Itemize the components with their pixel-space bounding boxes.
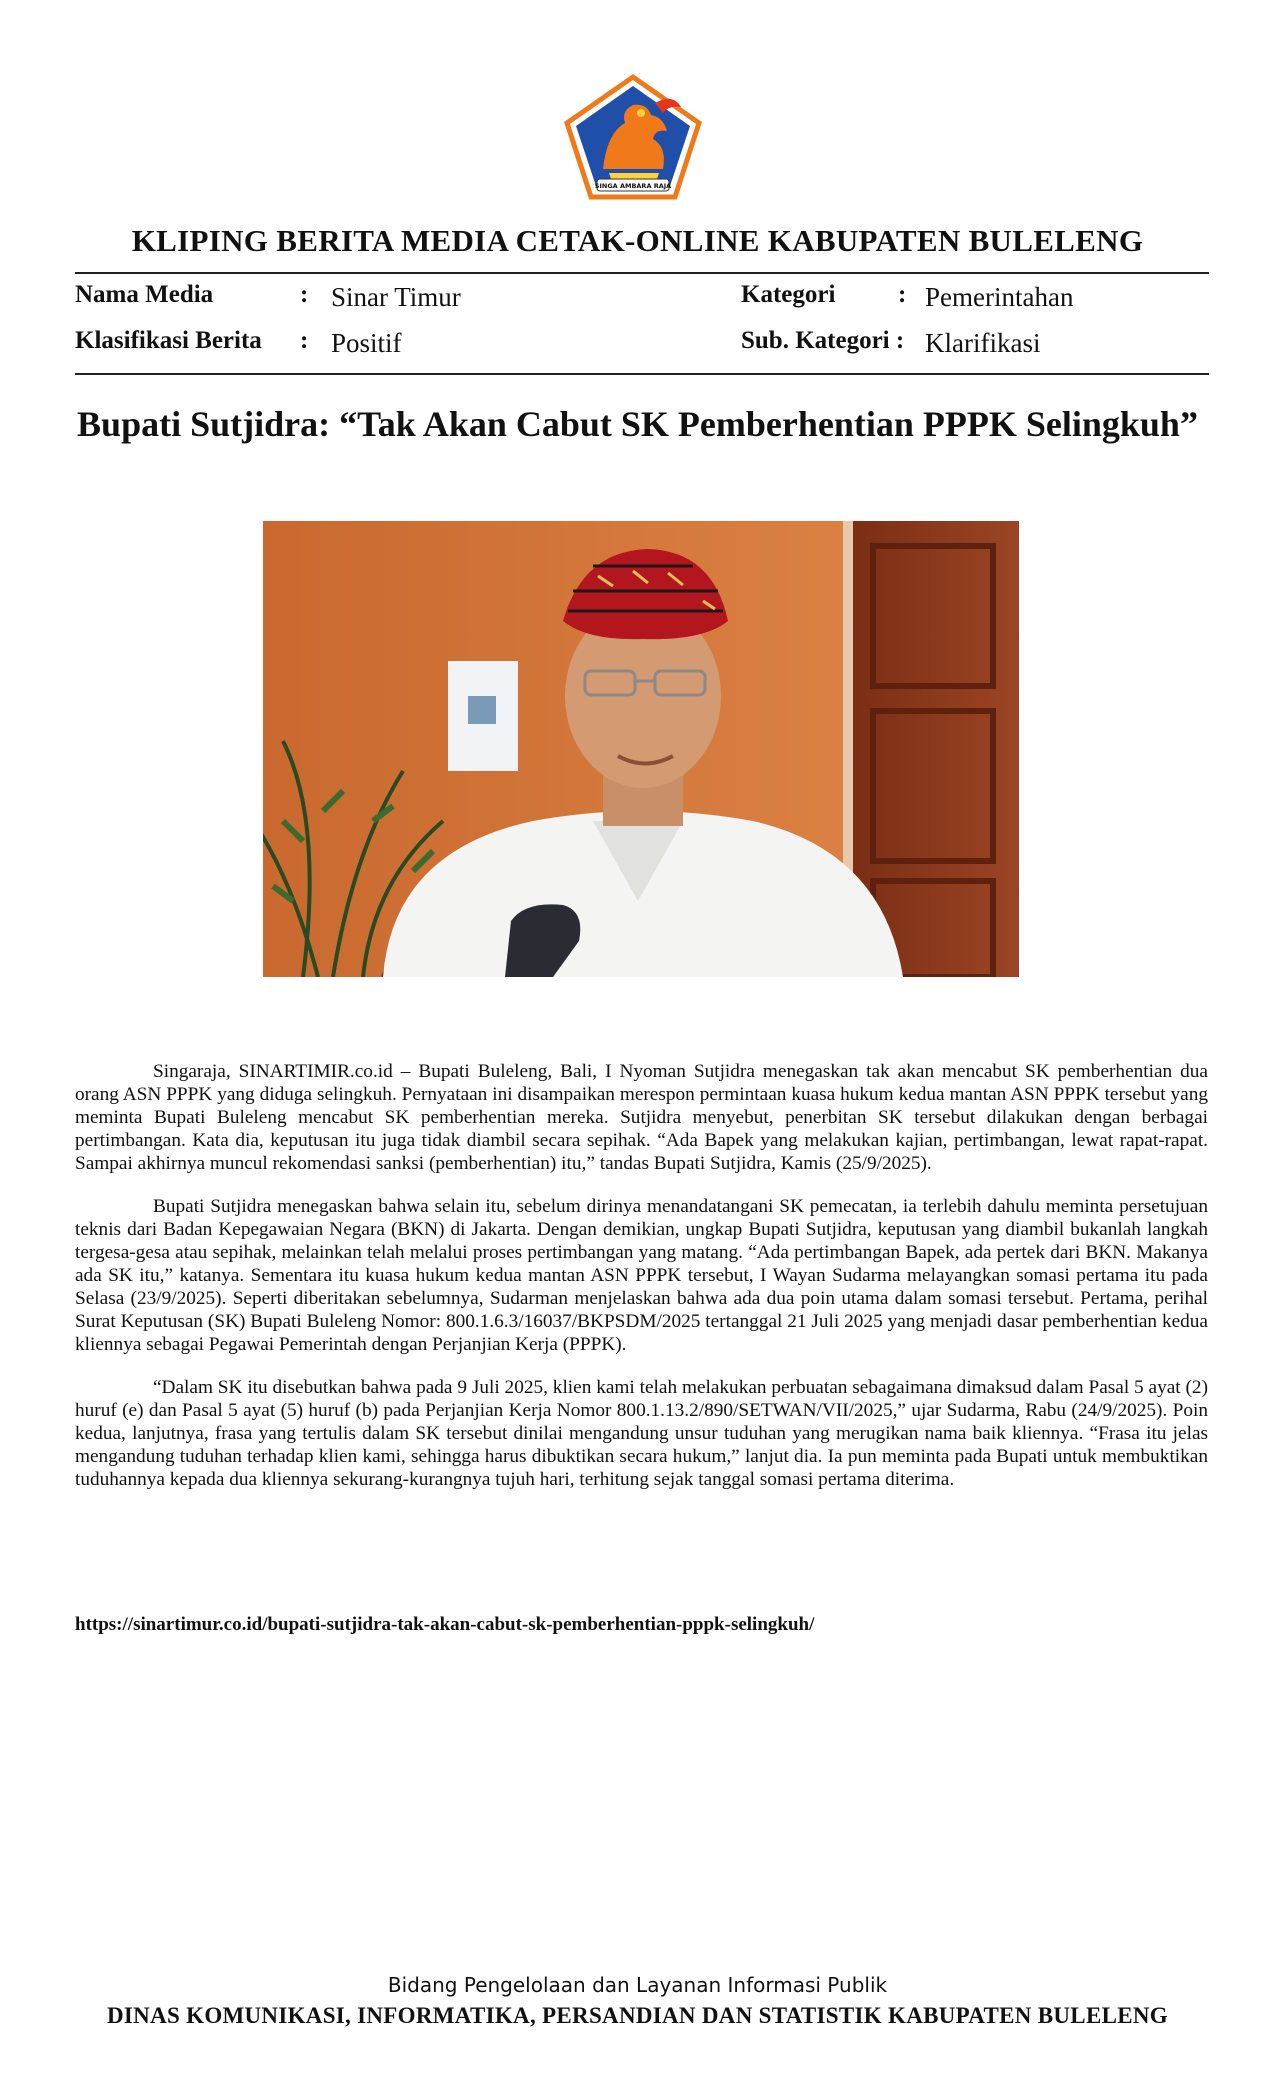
klasifikasi-colon: : <box>300 327 309 354</box>
top-divider <box>75 272 1209 274</box>
kategori-value: Pemerintahan <box>925 282 1074 312</box>
clipping-title: KLIPING BERITA MEDIA CETAK-ONLINE KABUPATEN BULELENG <box>131 223 1144 258</box>
article-headline: Bupati Sutjidra: “Tak Akan Cabut SK Pemberhentian PPPK Selingkuh” <box>77 404 1198 444</box>
news-photo <box>263 521 1019 977</box>
nama-media-colon: : <box>300 281 309 308</box>
sub-kategori-value: Klarifikasi <box>925 328 1041 358</box>
article-paragraph: Bupati Sutjidra menegaskan bahwa selain itu, sebelum dirinya menandatangani SK pemecatan, ia terlebih dahulu meminta persetujuan teknis dari Badan Kepegawaian Negara (BKN) di Jakarta. Dengan demikian, ungkap Bupati Sutjidra, keputusan yang diambil bukanlah langkah tergesa-gesa atau sepihak, melainkan telah melalui proses pertimbangan yang matang. “Ada pertimbangan Bapek, ada pertek dari BKN. Makanya ada SK itu,” katanya. Sementara itu kuasa hukum kedua mantan ASN PPPK tersebut, I Wayan Sudarma melayangkan somasi pertama itu pada Selasa (23/9/2025). Seperti diberitakan sebelumnya, Sudarman menjelaskan bahwa ada dua poin utama dalam somasi tersebut. Pertama, perihal Surat Keputusan (SK) Bupati Buleleng Nomor: 800.1.6.3/16037/BKPSDM/2025 tertanggal 21 Juli 2025 yang menjadi dasar pemberhentian kedua kliennya sebagai Pegawai Pemerintah dengan Perjanjian Kerja (PPPK). <box>75 1196 1208 1355</box>
footer-subtitle: Bidang Pengelolaan dan Layanan Informasi Publik <box>387 1973 888 1997</box>
nama-media-label: Nama Media <box>75 281 214 308</box>
article-paragraph: Singaraja, SINARTIMIR.co.id – Bupati Buleleng, Bali, I Nyoman Sutjidra menegaskan tak akan mencabut SK pemberhentian dua orang ASN PPPK yang diduga selingkuh. Pernyataan ini disampaikan merespon permintaan kuasa hukum kedua mantan ASN PPPK tersebut yang meminta Bupati Buleleng mencabut SK pemberhentian mereka. Sutjidra menyebut, penerbitan SK tersebut dilakukan dengan berbagai pertimbangan. Kata dia, keputusan itu juga tidak diambil secara sepihak. “Ada Bapek yang melakukan kajian, pertimbangan, lewat rapat-rapat. Sampai akhirnya muncul rekomendasi sanksi (pemberhentian) itu,” tandas Bupati Sutjidra, Kamis (25/9/2025). <box>75 1061 1208 1174</box>
sub-kategori-label: Sub. Kategori : <box>741 327 905 354</box>
regency-emblem-icon <box>563 73 703 201</box>
kategori-colon: : <box>898 281 907 308</box>
article-paragraph: “Dalam SK itu disebutkan bahwa pada 9 Juli 2025, klien kami telah melakukan perbuatan sebagaimana dimaksud dalam Pasal 5 ayat (2) huruf (e) dan Pasal 5 ayat (5) huruf (b) pada Perjanjian Kerja Nomor 800.1.13.2/890/SETWAN/VII/2025,” ujar Sudarma, Rabu (24/9/2025). Poin kedua, lanjutnya, frasa yang tertulis dalam SK tersebut dinilai mengandung unsur tuduhan yang merugikan nama baik kliennya. “Frasa itu jelas mengandung tuduhan terhadap klien kami, sehingga harus dibuktikan secara hukum,” lanjut dia. Ia pun meminta pada Bupati untuk membuktikan tuduhannya kepada dua kliennya sekurang-kurangnya tujuh hari, terhitung sejak tanggal somasi pertama diterima. <box>75 1377 1208 1490</box>
article-body <box>75 1060 1208 1511</box>
nama-media-value: Sinar Timur <box>331 282 461 312</box>
kategori-label: Kategori <box>741 281 836 308</box>
emblem-motto: SINGA AMBARA RAJA <box>594 182 672 190</box>
klasifikasi-value: Positif <box>331 328 402 358</box>
source-url-link[interactable]: https://sinartimur.co.id/bupati-sutjidra-tak-akan-cabut-sk-pemberhentian-pppk-selingkuh/ <box>75 1614 815 1635</box>
footer-agency-name: DINAS KOMUNIKASI, INFORMATIKA, PERSANDIAN DAN STATISTIK KABUPATEN BULELENG <box>107 2003 1168 2028</box>
klasifikasi-label: Klasifikasi Berita <box>75 327 262 354</box>
bottom-divider <box>75 373 1209 375</box>
